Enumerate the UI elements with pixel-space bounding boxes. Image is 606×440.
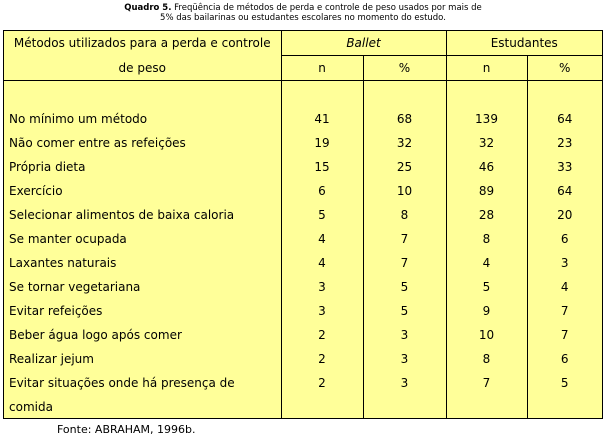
estudantes-n-cell: 10	[446, 323, 527, 347]
estudantes-n-cell: 28	[446, 203, 527, 227]
estudantes-pct-cell: 6	[560, 352, 569, 366]
table-row	[4, 251, 602, 275]
header-row-1	[4, 31, 602, 56]
row-label-cont: comida	[4, 395, 281, 419]
table-row	[4, 203, 602, 227]
estudantes-pct-cell: 7	[560, 304, 569, 318]
data-table	[4, 31, 602, 419]
ballet-n-cell: 3	[281, 299, 363, 323]
ballet-n-cell: 4	[281, 227, 363, 251]
table-row	[4, 299, 602, 323]
row-label: Exercício	[4, 179, 281, 203]
estudantes-n-cell: 7	[446, 371, 527, 395]
ballet-n-cell: 4	[281, 251, 363, 275]
ballet-pct-cell: 25	[363, 155, 446, 179]
table-row	[4, 155, 602, 179]
header-estudantes-pct: %	[527, 56, 602, 81]
ballet-pct-cell: 7	[363, 227, 446, 251]
source-note: Fonte: ABRAHAM, 1996b.	[57, 423, 196, 436]
header-estudantes: Estudantes	[446, 31, 602, 56]
estudantes-n-cell: 89	[446, 179, 527, 203]
estudantes-pct-cell: 64	[557, 112, 573, 126]
header-ballet-n: n	[281, 56, 363, 81]
table-row	[4, 107, 602, 131]
ballet-pct-cell: 3	[363, 347, 446, 371]
ballet-n-cell: 2	[281, 371, 363, 395]
table-row	[4, 179, 602, 203]
estudantes-pct-cell: 5	[560, 376, 569, 390]
ballet-n-cell: 5	[281, 203, 363, 227]
table-row	[4, 227, 602, 251]
ballet-n-cell: 2	[281, 323, 363, 347]
estudantes-pct-cell: 33	[557, 160, 573, 174]
table-caption	[0, 3, 606, 23]
header-methods-label: Métodos utilizados para a perda e controle	[4, 31, 281, 56]
table-row	[4, 371, 602, 395]
row-label: Selecionar alimentos de baixa caloria	[4, 203, 281, 227]
estudantes-n-cell: 32	[446, 131, 527, 155]
row-label: Se manter ocupada	[4, 227, 281, 251]
estudantes-n-cell: 5	[446, 275, 527, 299]
estudantes-pct-cell: 7	[560, 328, 569, 342]
row-label: Evitar refeições	[4, 299, 281, 323]
ballet-pct-cell: 5	[363, 275, 446, 299]
ballet-n-cell: 6	[281, 179, 363, 203]
ballet-pct-cell: 32	[363, 131, 446, 155]
estudantes-pct-cell: 20	[557, 208, 573, 222]
ballet-pct-cell: 3	[363, 323, 446, 347]
header-ballet: Ballet	[281, 31, 446, 56]
ballet-pct-cell: 7	[363, 251, 446, 275]
ballet-pct-cell: 3	[363, 371, 446, 395]
ballet-pct-cell: 10	[363, 179, 446, 203]
row-label: Beber água logo após comer	[4, 323, 281, 347]
ballet-n-cell: 41	[281, 107, 363, 131]
caption-text-line2: 5% das bailarinas ou estudantes escolares no momento do estudo.	[160, 13, 446, 23]
row-label: Se tornar vegetariana	[4, 275, 281, 299]
estudantes-pct-cell: 4	[560, 280, 569, 294]
table-row	[4, 347, 602, 371]
estudantes-pct-cell: 23	[557, 136, 573, 150]
estudantes-n-cell: 8	[446, 347, 527, 371]
table-row	[4, 275, 602, 299]
ballet-n-cell: 2	[281, 347, 363, 371]
estudantes-n-cell: 9	[446, 299, 527, 323]
header-methods-label-cont: de peso	[4, 56, 281, 81]
ballet-n-cell: 3	[281, 275, 363, 299]
caption-text-line1: Freqüência de métodos de perda e controle de peso usados por mais de	[171, 3, 482, 13]
ballet-n-cell: 15	[281, 155, 363, 179]
row-label: Realizar jejum	[4, 347, 281, 371]
spacer-row	[4, 81, 602, 108]
table-row-continuation	[4, 395, 602, 419]
row-label: No mínimo um método	[4, 107, 281, 131]
estudantes-pct-cell: 64	[557, 184, 573, 198]
row-label: Evitar situações onde há presença de	[4, 371, 281, 395]
row-label: Não comer entre as refeições	[4, 131, 281, 155]
header-row-2	[4, 56, 602, 81]
data-table-container	[3, 30, 603, 419]
estudantes-n-cell: 4	[446, 251, 527, 275]
table-row	[4, 323, 602, 347]
ballet-pct-cell: 5	[363, 299, 446, 323]
caption-number: Quadro 5.	[124, 3, 172, 13]
row-label: Própria dieta	[4, 155, 281, 179]
estudantes-n-cell: 46	[446, 155, 527, 179]
ballet-n-cell: 19	[281, 131, 363, 155]
estudantes-n-cell: 8	[446, 227, 527, 251]
header-ballet-pct: %	[363, 56, 446, 81]
estudantes-pct-cell: 6	[560, 232, 569, 246]
ballet-pct-cell: 68	[363, 107, 446, 131]
estudantes-pct-cell: 3	[560, 256, 569, 270]
header-estudantes-n: n	[446, 56, 527, 81]
row-label: Laxantes naturais	[4, 251, 281, 275]
ballet-pct-cell: 8	[363, 203, 446, 227]
table-row	[4, 131, 602, 155]
estudantes-n-cell: 139	[446, 107, 527, 131]
